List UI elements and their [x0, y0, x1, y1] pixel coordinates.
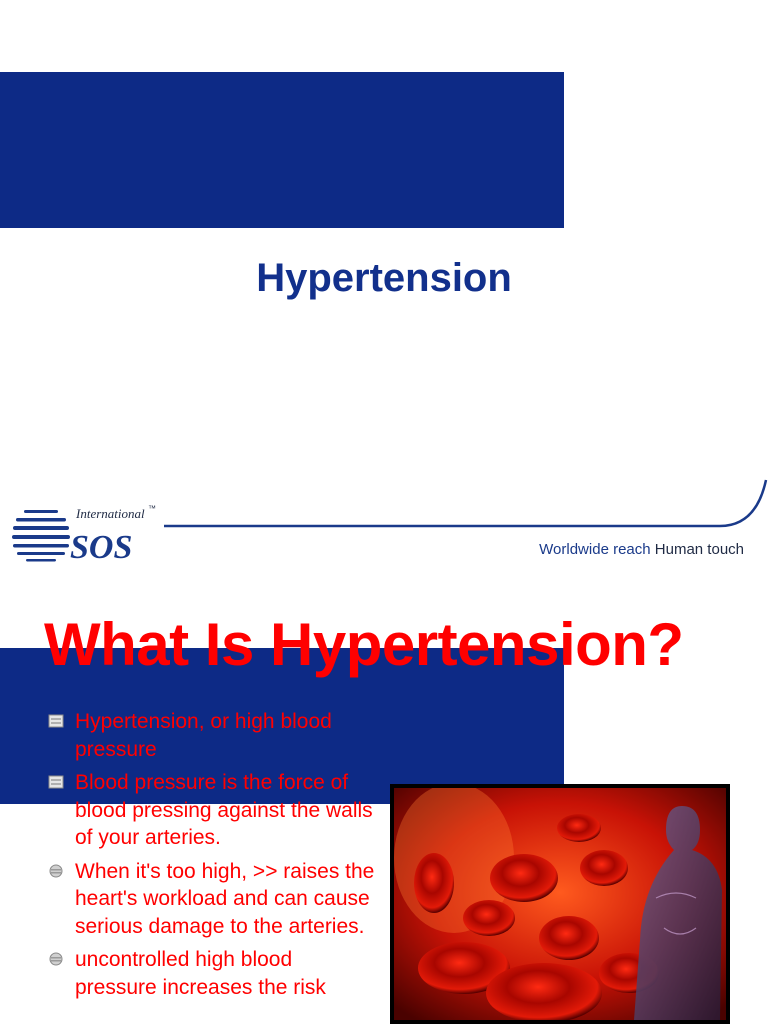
list-item — [46, 858, 376, 941]
list-item — [46, 708, 376, 763]
bullet-text: Blood pressure is the force of blood pressing against the walls of your arteries. — [75, 771, 373, 849]
international-sos-logo — [12, 500, 162, 564]
bullet-icon — [48, 774, 64, 790]
bullet-text: When it's too high, >> raises the heart's workload and can cause serious damage to the arteries. — [75, 859, 375, 938]
bullet-text: uncontrolled high blood pressure increases the risk — [75, 948, 326, 999]
logo-trademark: ™ — [148, 504, 156, 513]
list-item — [46, 769, 376, 852]
blood-cells-image — [390, 784, 730, 1024]
bullet-icon — [48, 951, 64, 967]
bullet-icon — [48, 863, 64, 879]
bullet-list — [46, 708, 376, 1007]
logo-text-international: International — [76, 506, 145, 521]
header-banner — [0, 72, 564, 228]
slide-title: What Is Hypertension? — [44, 611, 684, 678]
swoosh-line-icon — [160, 478, 768, 528]
red-blood-cells-illustration-icon — [394, 788, 726, 1020]
list-item — [46, 946, 376, 1001]
logo-text-sos: SOS — [70, 529, 133, 564]
slide-title: Hypertension — [256, 256, 512, 300]
tagline-part-2: Human touch — [654, 541, 744, 558]
tagline — [539, 541, 744, 558]
bullet-icon — [48, 713, 64, 729]
tagline-part-1: Worldwide reach — [539, 541, 651, 558]
content-slide — [0, 588, 768, 1024]
bullet-text: Hypertension, or high blood pressure — [75, 710, 332, 761]
